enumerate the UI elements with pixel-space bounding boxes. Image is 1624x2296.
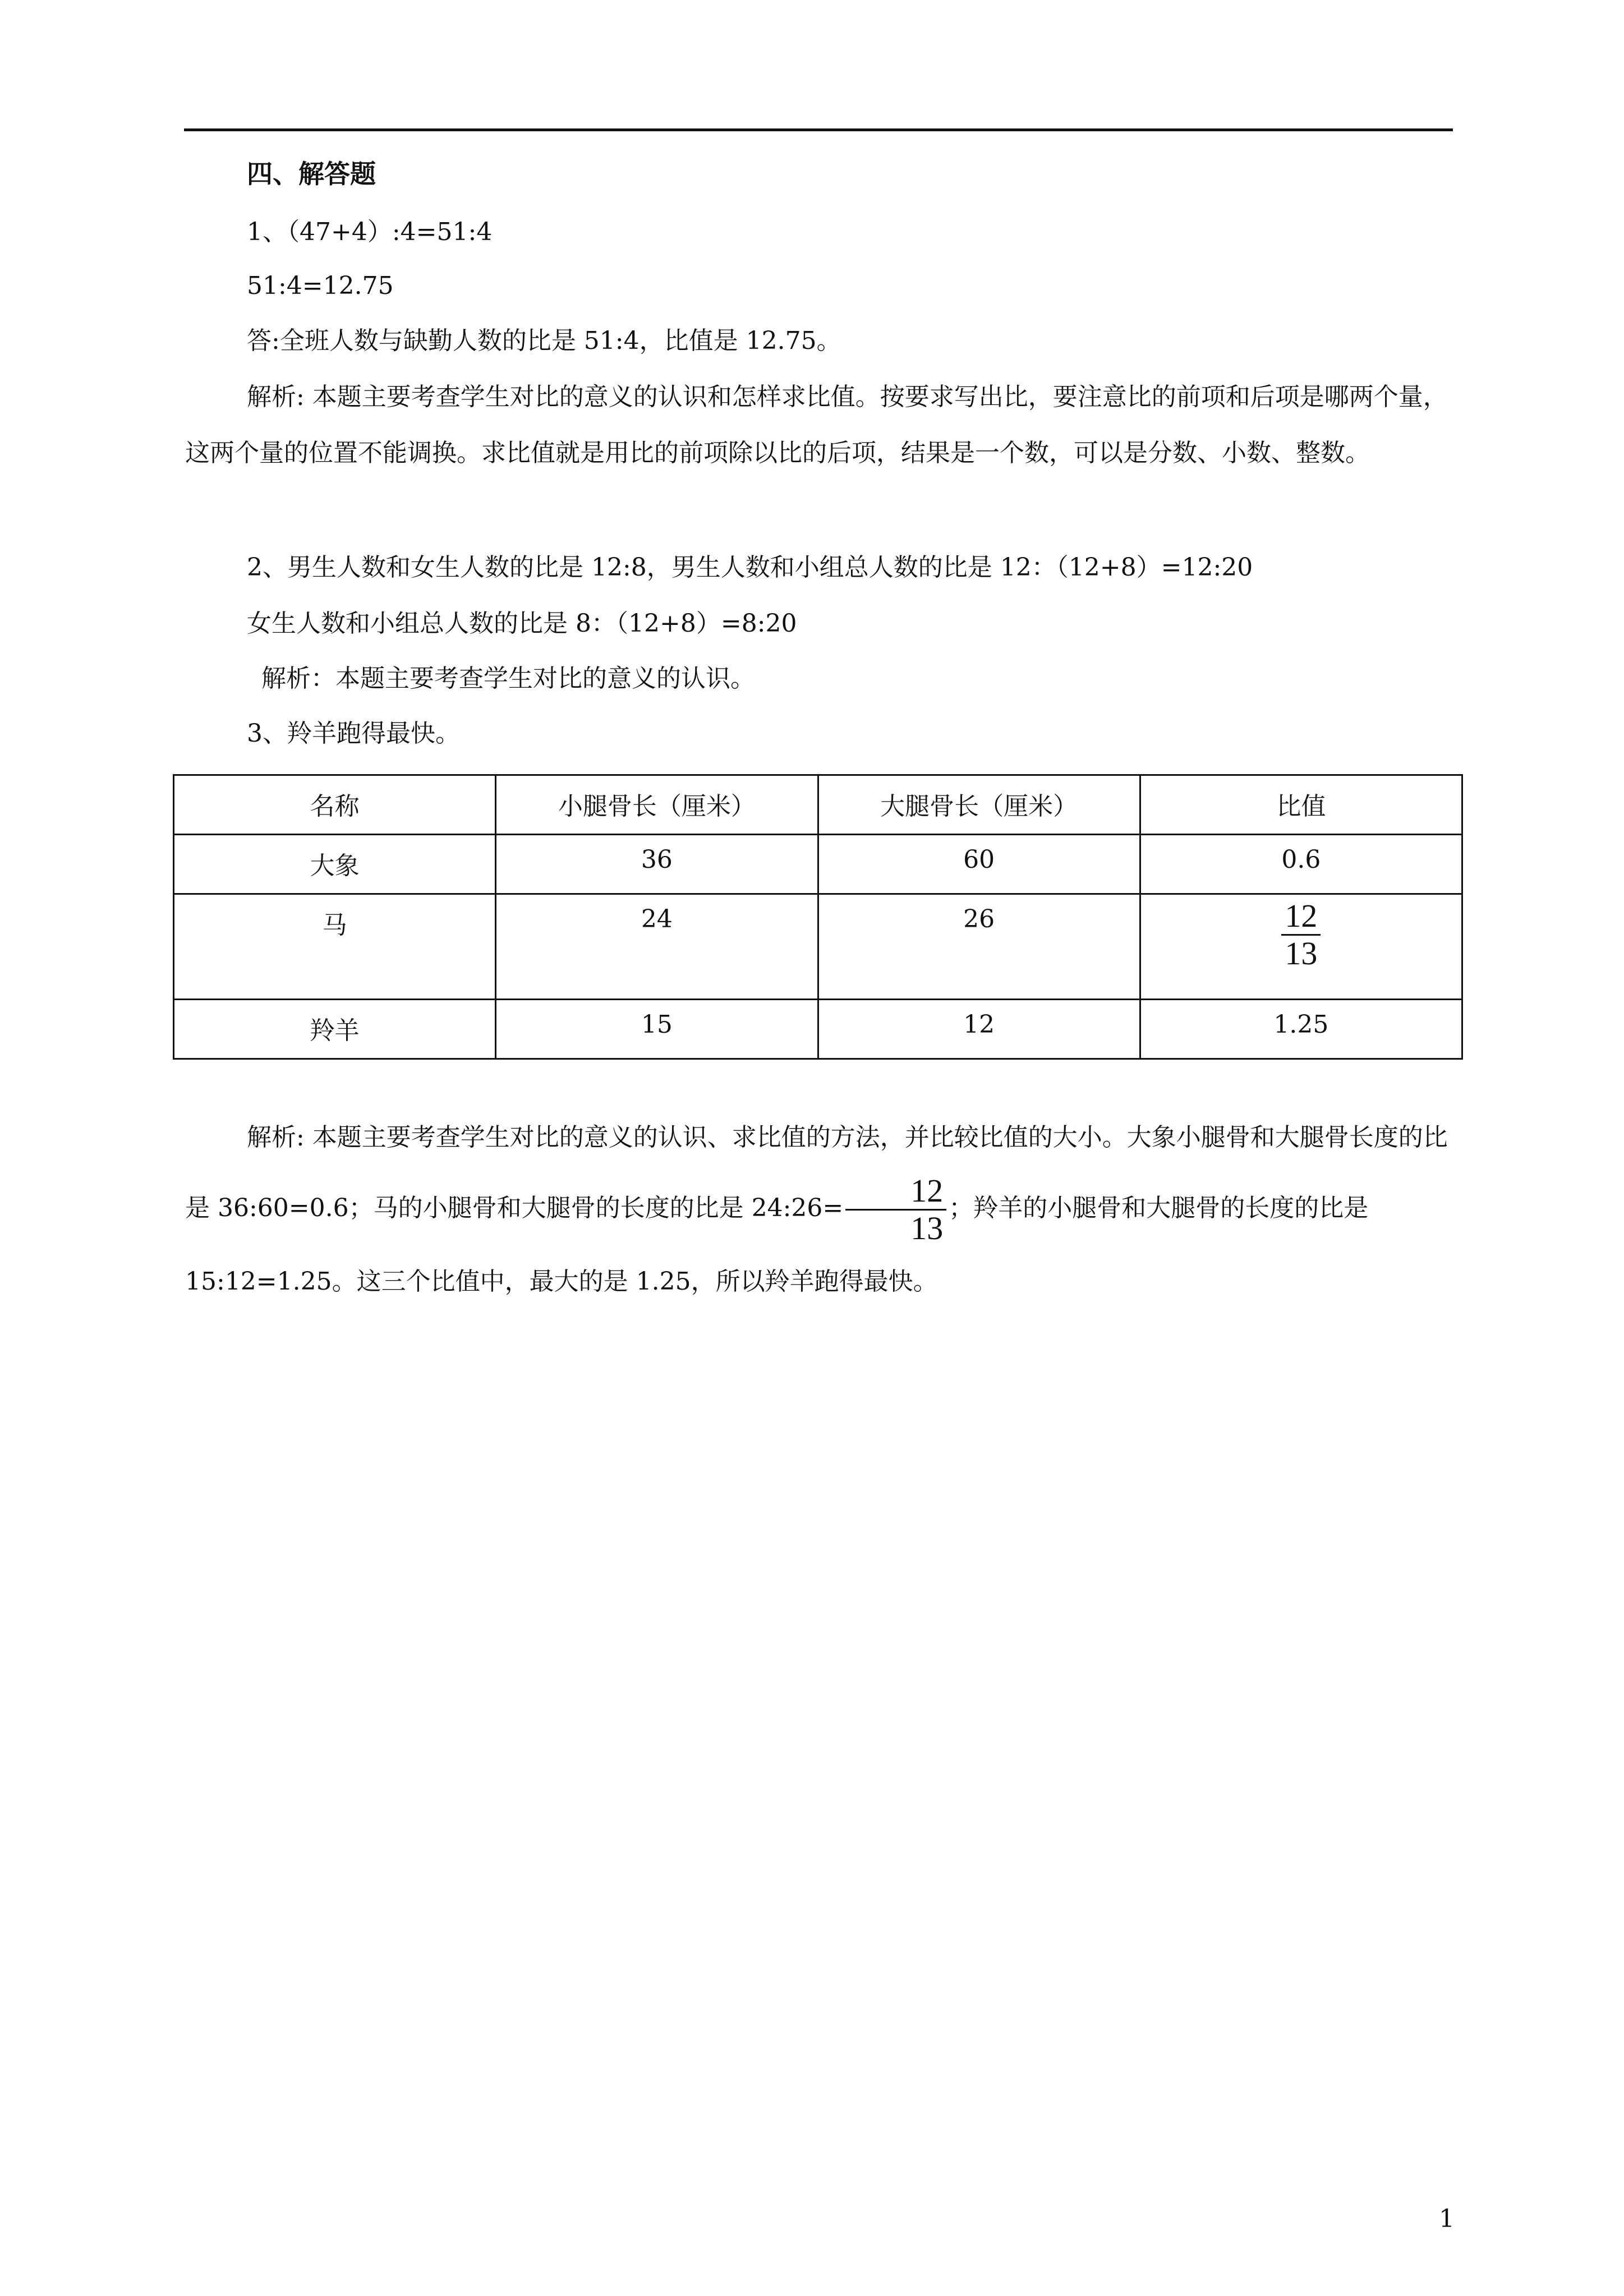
fraction-numerator: 12 [845, 1173, 946, 1211]
q1-analysis: 解析: 本题主要考查学生对比的意义的认识和怎样求比值。按要求写出比，要注意比的前项和后项是哪两个量，这两个量的位置不能调换。求比值就是用比的前项除以比的后项，结果是一个数，可以是分数、小数、整数。 [185, 383, 1448, 467]
q2-line2: 女生人数和小组总人数的比是 8：（12+8）=8:20 [247, 609, 797, 638]
table-cell: 0.6 [1140, 835, 1462, 894]
table-cell: 12 [818, 1000, 1140, 1059]
table-cell: 羚羊 [174, 1000, 496, 1059]
header-cell: 名称 [174, 775, 496, 835]
fraction-numerator: 12 [1281, 898, 1321, 936]
section-title: 四、解答题 [247, 159, 376, 189]
table-row [174, 835, 1462, 894]
header-rule [184, 128, 1453, 131]
fraction-denominator: 13 [910, 1210, 944, 1246]
q3-line1: 3、羚羊跑得最快。 [247, 719, 460, 748]
table-cell: 60 [818, 835, 1140, 894]
table-cell: 36 [496, 835, 818, 894]
table-header-row [174, 775, 1462, 835]
q3-analysis-part2: ；羚羊的小腿骨和大腿骨的长度的比是 15:12=1.25。这三个比值中，最大的是 1.25，所以羚羊跑得最快。 [185, 1194, 1369, 1296]
table-cell: 马 [174, 894, 496, 1000]
q1-line1: 1、（47+4）:4=51:4 [247, 218, 493, 246]
table-cell: 15 [496, 1000, 818, 1059]
bone-ratio-table [173, 774, 1463, 1060]
horse-ratio-fraction [1281, 898, 1321, 972]
header-cell: 小腿骨长（厘米） [496, 775, 818, 835]
table-cell: 大象 [174, 835, 496, 894]
table-row [174, 1000, 1462, 1059]
header-cell: 比值 [1140, 775, 1462, 835]
table-cell: 24 [496, 894, 818, 1000]
q2-line1: 2、男生人数和女生人数的比是 12:8，男生人数和小组总人数的比是 12：（12+8）=12:20 [247, 553, 1253, 582]
table-cell-fraction [1140, 894, 1462, 1000]
table-row [174, 894, 1462, 1000]
q2-analysis: 解析：本题主要考查学生对比的意义的认识。 [261, 664, 755, 693]
header-cell: 大腿骨长（厘米） [818, 775, 1140, 835]
q1-line2: 51:4=12.75 [247, 272, 394, 300]
table-cell: 26 [818, 894, 1140, 1000]
q3-analysis-part1: 解析: 本题主要考查学生对比的意义的认识、求比值的方法，并比较比值的大小。大象小腿骨和大腿骨长度的比是 36:60=0.6；马的小腿骨和大腿骨的长度的比是 24:26= [185, 1123, 1448, 1222]
q3-analysis [185, 1102, 1453, 1317]
page-number: 1 [1439, 2205, 1455, 2233]
fraction-denominator: 13 [1285, 935, 1318, 972]
analysis-fraction [845, 1173, 946, 1246]
q1-answer: 答:全班人数与缺勤人数的比是 51:4，比值是 12.75。 [247, 326, 841, 355]
table-cell: 1.25 [1140, 1000, 1462, 1059]
